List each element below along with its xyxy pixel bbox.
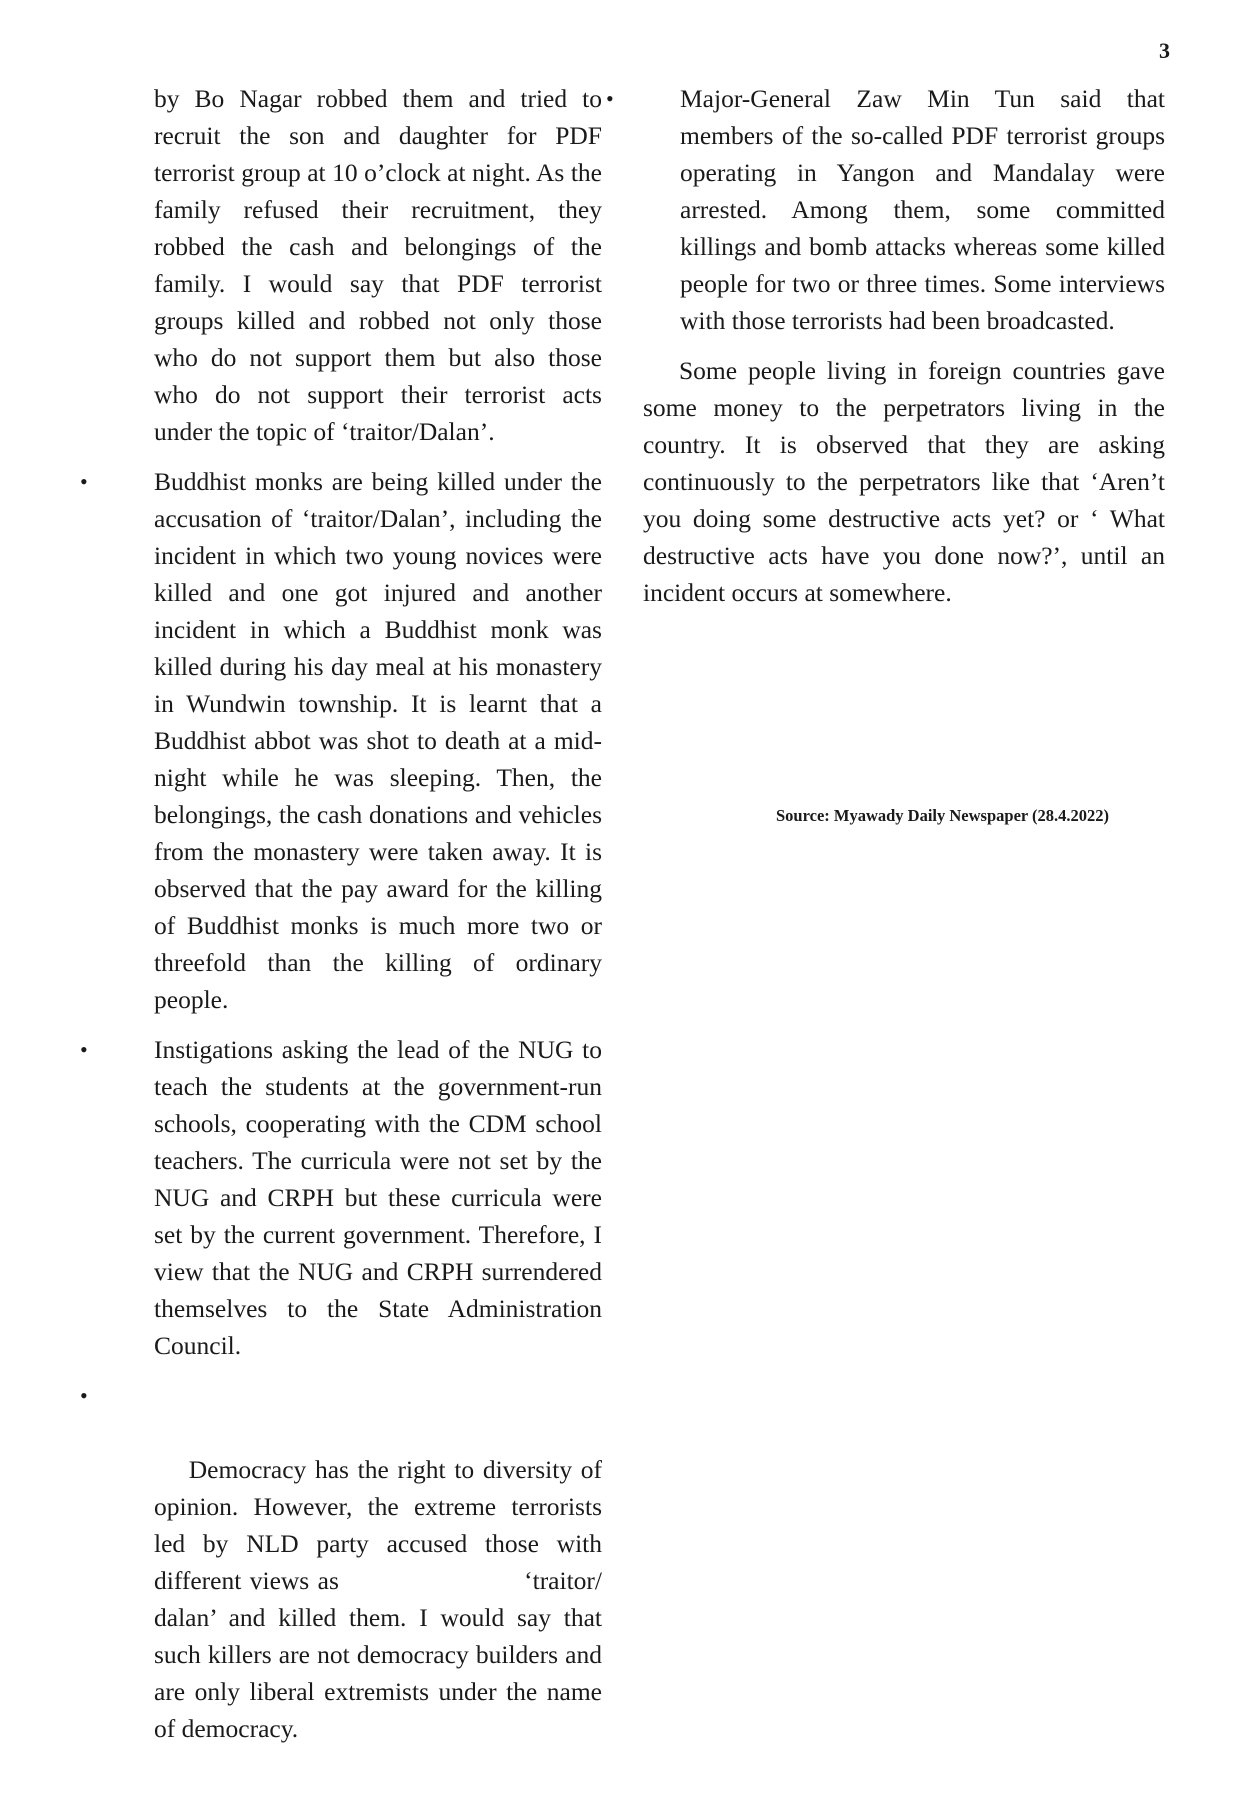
page-number: 3 bbox=[1159, 38, 1170, 63]
bullet-text: Instigations asking the lead of the NUG to teach the students at the government-run schools, cooperating with the CDM school teachers. The curricula were not set by the NUG and CRPH but these curricula were set by the current government. Therefore, I view that the NUG and CRPH surrendered themselves to the State Administration Council. bbox=[154, 1035, 602, 1360]
bullet-item-monks bbox=[80, 463, 602, 1018]
funding-paragraph: Some people living in foreign countries gave some money to the perpetrators living in the country. It is observed that they are asking continuously to the perpetrators like that ‘Aren’t you doing some destructive acts yet? or ‘ What destructive acts have you done now?’, until an incident occurs at somewhere. bbox=[643, 356, 1165, 607]
bullet-icon: • bbox=[606, 86, 614, 111]
right-column bbox=[606, 80, 1165, 624]
left-column bbox=[80, 80, 609, 1797]
bullet-text: Democracy has the right to diversity of opinion. However, the extreme terrorists led by NLD party accused those with different views as ‘traitor/ dalan’ and killed them. I would say that such killers are not democracy builders and are only liberal extremists under the name of democracy. bbox=[154, 1455, 609, 1743]
bullet-text: Major-General Zaw Min Tun said that members of the so-called PDF terrorist groups operating in Yangon and Mandalay were arrested. Among them, some committed killings and bomb attacks whereas some killed people for two or three times. Some interviews with those terrorists had been broadcasted. bbox=[680, 84, 1165, 335]
bullet-icon: • bbox=[80, 1037, 88, 1062]
bullet-icon: • bbox=[80, 1383, 88, 1408]
bullet-icon: • bbox=[80, 469, 88, 494]
bullet-item-democracy bbox=[80, 1377, 609, 1784]
continuation-paragraph: by Bo Nagar robbed them and tried to recruit the son and daughter for PDF terrorist group at 10 o’clock at night. As the family refused their recruitment, they robbed the cash and belongings of the family. I would say that PDF terrorist groups killed and robbed not only those who do not support them but also those who do not support their terrorist acts under the topic of ‘traitor/Dalan’. bbox=[154, 84, 602, 446]
bullet-item-nug-schools bbox=[80, 1031, 602, 1364]
bullet-item-arrests bbox=[606, 80, 1165, 339]
source-citation: Source: Myawady Daily Newspaper (28.4.2022) bbox=[776, 806, 1110, 825]
bullet-text: Buddhist monks are being killed under the accusation of ‘traitor/Dalan’, including the incident in which two young novices were killed and one got injured and another incident in which a Buddhist monk was killed during his day meal at his monastery in Wundwin township. It is learnt that a Buddhist abbot was shot to death at a mid-night while he was sleeping. Then, the belongings, the cash donations and vehicles from the monastery were taken away. It is observed that the pay award for the killing of Buddhist monks is much more two or threefold than the killing of ordinary people. bbox=[154, 467, 602, 1014]
